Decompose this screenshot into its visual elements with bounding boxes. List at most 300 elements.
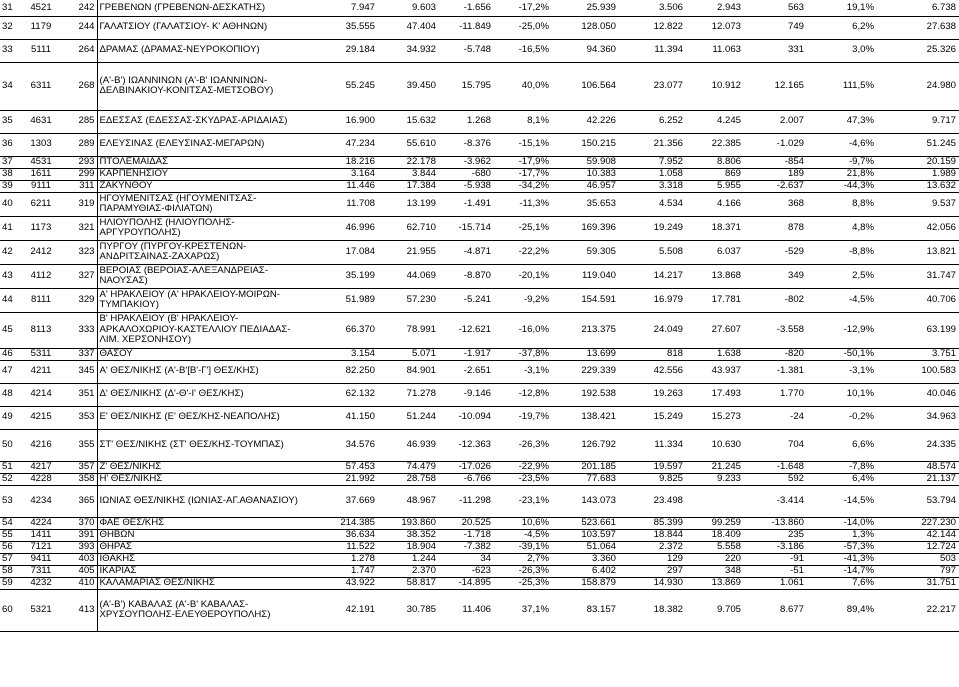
row-number-cell: 49 bbox=[0, 406, 24, 429]
value-cell: 13.868 bbox=[686, 264, 744, 288]
value-cell: 592 bbox=[744, 473, 807, 485]
value-cell: 74.479 bbox=[378, 461, 439, 473]
row-number-cell: 48 bbox=[0, 383, 24, 406]
value-cell: -8.870 bbox=[439, 264, 494, 288]
table-row bbox=[0, 529, 959, 541]
value-cell: 1.638 bbox=[686, 348, 744, 360]
value-cell: 99.259 bbox=[686, 517, 744, 529]
office-id-cell: 333 bbox=[58, 312, 97, 348]
value-cell: -623 bbox=[439, 565, 494, 577]
office-code-cell: 1173 bbox=[24, 216, 58, 240]
value-cell: 13.869 bbox=[686, 577, 744, 589]
value-cell: 7,6% bbox=[807, 577, 877, 589]
value-cell: 55.245 bbox=[307, 62, 378, 110]
value-cell: 348 bbox=[686, 565, 744, 577]
value-cell: 40,0% bbox=[494, 62, 552, 110]
value-cell: 24.049 bbox=[619, 312, 686, 348]
value-cell: -16,5% bbox=[494, 39, 552, 62]
office-name-cell: ΘΗΒΩΝ bbox=[97, 529, 307, 541]
value-cell: -14,5% bbox=[807, 485, 877, 517]
value-cell: -13.860 bbox=[744, 517, 807, 529]
office-code-cell: 4631 bbox=[24, 110, 58, 133]
value-cell: 9.233 bbox=[686, 473, 744, 485]
office-id-cell: 323 bbox=[58, 240, 97, 264]
office-id-cell: 355 bbox=[58, 429, 97, 461]
row-number-cell: 42 bbox=[0, 240, 24, 264]
value-cell: 6,2% bbox=[807, 16, 877, 39]
value-cell: 797 bbox=[877, 565, 959, 577]
value-cell: 150.215 bbox=[552, 133, 619, 156]
value-cell: -22,2% bbox=[494, 240, 552, 264]
value-cell: 11.446 bbox=[307, 180, 378, 192]
row-number-cell: 34 bbox=[0, 62, 24, 110]
value-cell: 24.335 bbox=[877, 429, 959, 461]
value-cell: 22.217 bbox=[877, 589, 959, 631]
value-cell: -3.414 bbox=[744, 485, 807, 517]
value-cell: 3.844 bbox=[378, 168, 439, 180]
value-cell: 47.404 bbox=[378, 16, 439, 39]
value-cell: -24 bbox=[744, 406, 807, 429]
value-cell: 8,8% bbox=[807, 192, 877, 216]
office-id-cell: 329 bbox=[58, 288, 97, 312]
office-name-cell: ΗΛΙΟΥΠΟΛΗΣ (ΗΛΙΟΥΠΟΛΗΣ-ΑΡΓΥΡΟΥΠΟΛΗΣ) bbox=[97, 216, 307, 240]
row-number-cell: 37 bbox=[0, 156, 24, 168]
value-cell: -1.029 bbox=[744, 133, 807, 156]
office-name-cell: ΕΛΕΥΣΙΝΑΣ (ΕΛΕΥΣΙΝΑΣ-ΜΕΓΑΡΩΝ) bbox=[97, 133, 307, 156]
value-cell: -2.637 bbox=[744, 180, 807, 192]
value-cell: 6,4% bbox=[807, 473, 877, 485]
table-row bbox=[0, 16, 959, 39]
value-cell: 16.900 bbox=[307, 110, 378, 133]
value-cell: -4,6% bbox=[807, 133, 877, 156]
office-name-cell: ΙΘΑΚΗΣ bbox=[97, 553, 307, 565]
office-id-cell: 365 bbox=[58, 485, 97, 517]
value-cell: 11.406 bbox=[439, 589, 494, 631]
value-cell: 30.785 bbox=[378, 589, 439, 631]
value-cell: 1.989 bbox=[877, 168, 959, 180]
value-cell: 10.383 bbox=[552, 168, 619, 180]
value-cell: 21.356 bbox=[619, 133, 686, 156]
value-cell: -0,2% bbox=[807, 406, 877, 429]
value-cell: 63.199 bbox=[877, 312, 959, 348]
row-number-cell: 56 bbox=[0, 541, 24, 553]
value-cell: 4.534 bbox=[619, 192, 686, 216]
office-id-cell: 413 bbox=[58, 589, 97, 631]
value-cell: 18.382 bbox=[619, 589, 686, 631]
value-cell: -50,1% bbox=[807, 348, 877, 360]
value-cell: 17.493 bbox=[686, 383, 744, 406]
office-id-cell: 319 bbox=[58, 192, 97, 216]
value-cell: 7.952 bbox=[619, 156, 686, 168]
row-number-cell: 60 bbox=[0, 589, 24, 631]
value-cell: -23,1% bbox=[494, 485, 552, 517]
row-number-cell: 46 bbox=[0, 348, 24, 360]
value-cell: 4.245 bbox=[686, 110, 744, 133]
office-code-cell: 5311 bbox=[24, 348, 58, 360]
office-code-cell: 4234 bbox=[24, 485, 58, 517]
table-row bbox=[0, 110, 959, 133]
value-cell: 6.402 bbox=[552, 565, 619, 577]
value-cell: 220 bbox=[686, 553, 744, 565]
office-code-cell: 4211 bbox=[24, 360, 58, 383]
value-cell: 17.781 bbox=[686, 288, 744, 312]
value-cell: -26,3% bbox=[494, 565, 552, 577]
value-cell: 11.334 bbox=[619, 429, 686, 461]
row-number-cell: 38 bbox=[0, 168, 24, 180]
value-cell: -3.962 bbox=[439, 156, 494, 168]
value-cell: 169.396 bbox=[552, 216, 619, 240]
row-number-cell: 35 bbox=[0, 110, 24, 133]
row-number-cell: 31 bbox=[0, 0, 24, 16]
office-name-cell: ΙΚΑΡΙΑΣ bbox=[97, 565, 307, 577]
value-cell: -25,0% bbox=[494, 16, 552, 39]
value-cell: 21.955 bbox=[378, 240, 439, 264]
table-row bbox=[0, 133, 959, 156]
table-row bbox=[0, 429, 959, 461]
table-row bbox=[0, 192, 959, 216]
office-name-cell: Η' ΘΕΣ/ΝΙΚΗΣ bbox=[97, 473, 307, 485]
value-cell: 13.821 bbox=[877, 240, 959, 264]
value-cell: -14,7% bbox=[807, 565, 877, 577]
value-cell: 213.375 bbox=[552, 312, 619, 348]
value-cell: 4,8% bbox=[807, 216, 877, 240]
value-cell: 5.071 bbox=[378, 348, 439, 360]
table-row bbox=[0, 312, 959, 348]
office-id-cell: 351 bbox=[58, 383, 97, 406]
value-cell: 10,6% bbox=[494, 517, 552, 529]
value-cell: 11.063 bbox=[686, 39, 744, 62]
value-cell: 41.150 bbox=[307, 406, 378, 429]
value-cell: 34.963 bbox=[877, 406, 959, 429]
value-cell: 3.360 bbox=[552, 553, 619, 565]
value-cell: 1.268 bbox=[439, 110, 494, 133]
value-cell: 17.084 bbox=[307, 240, 378, 264]
value-cell: 9.705 bbox=[686, 589, 744, 631]
value-cell: 138.421 bbox=[552, 406, 619, 429]
value-cell: -10.094 bbox=[439, 406, 494, 429]
value-cell: 12.724 bbox=[877, 541, 959, 553]
office-id-cell: 357 bbox=[58, 461, 97, 473]
value-cell: 6.252 bbox=[619, 110, 686, 133]
value-cell: -680 bbox=[439, 168, 494, 180]
value-cell: 18.904 bbox=[378, 541, 439, 553]
table-row bbox=[0, 541, 959, 553]
table-row bbox=[0, 406, 959, 429]
value-cell: 3.751 bbox=[877, 348, 959, 360]
office-name-cell: ΘΑΣΟΥ bbox=[97, 348, 307, 360]
value-cell: 19.249 bbox=[619, 216, 686, 240]
value-cell: 5.508 bbox=[619, 240, 686, 264]
value-cell: -1.491 bbox=[439, 192, 494, 216]
value-cell: 35.555 bbox=[307, 16, 378, 39]
table-row bbox=[0, 180, 959, 192]
value-cell: 34.576 bbox=[307, 429, 378, 461]
value-cell: 42.226 bbox=[552, 110, 619, 133]
value-cell: 51.244 bbox=[378, 406, 439, 429]
value-cell: 46.939 bbox=[378, 429, 439, 461]
value-cell: 1.278 bbox=[307, 553, 378, 565]
value-cell: 89,4% bbox=[807, 589, 877, 631]
value-cell: 51.064 bbox=[552, 541, 619, 553]
value-cell: 143.073 bbox=[552, 485, 619, 517]
office-code-cell: 4228 bbox=[24, 473, 58, 485]
value-cell: 4.166 bbox=[686, 192, 744, 216]
value-cell: 59.908 bbox=[552, 156, 619, 168]
value-cell: 94.360 bbox=[552, 39, 619, 62]
value-cell: 62.132 bbox=[307, 383, 378, 406]
value-cell: 15.632 bbox=[378, 110, 439, 133]
value-cell: 235 bbox=[744, 529, 807, 541]
value-cell: 2,7% bbox=[494, 553, 552, 565]
office-id-cell: 268 bbox=[58, 62, 97, 110]
value-cell: 37,1% bbox=[494, 589, 552, 631]
value-cell: 13.199 bbox=[378, 192, 439, 216]
value-cell: 13.699 bbox=[552, 348, 619, 360]
office-name-cell: ΓΑΛΑΤΣΙΟΥ (ΓΑΛΑΤΣΙΟΥ- Κ' ΑΘΗΝΩΝ) bbox=[97, 16, 307, 39]
office-name-cell: ΒΕΡΟΙΑΣ (ΒΕΡΟΙΑΣ-ΑΛΕΞΑΝΔΡΕΙΑΣ-ΝΑΟΥΣΑΣ) bbox=[97, 264, 307, 288]
value-cell: -11.298 bbox=[439, 485, 494, 517]
table-row bbox=[0, 360, 959, 383]
value-cell: 15.249 bbox=[619, 406, 686, 429]
table-row bbox=[0, 62, 959, 110]
empty-cell bbox=[686, 485, 744, 517]
value-cell: 227.230 bbox=[877, 517, 959, 529]
office-id-cell: 358 bbox=[58, 473, 97, 485]
table-row bbox=[0, 348, 959, 360]
office-id-cell: 403 bbox=[58, 553, 97, 565]
value-cell: 25.939 bbox=[552, 0, 619, 16]
value-cell: 1.770 bbox=[744, 383, 807, 406]
value-cell: 28.758 bbox=[378, 473, 439, 485]
value-cell: 46.957 bbox=[552, 180, 619, 192]
office-code-cell: 6211 bbox=[24, 192, 58, 216]
value-cell: 2.372 bbox=[619, 541, 686, 553]
value-cell: -9,7% bbox=[807, 156, 877, 168]
value-cell: -4.871 bbox=[439, 240, 494, 264]
value-cell: 878 bbox=[744, 216, 807, 240]
office-id-cell: 285 bbox=[58, 110, 97, 133]
office-code-cell: 9111 bbox=[24, 180, 58, 192]
table-row bbox=[0, 553, 959, 565]
office-name-cell: Α' ΗΡΑΚΛΕΙΟΥ (Α' ΗΡΑΚΛΕΙΟΥ-ΜΟΙΡΩΝ-ΤΥΜΠΑΚΙΟΥ) bbox=[97, 288, 307, 312]
row-number-cell: 58 bbox=[0, 565, 24, 577]
value-cell: 214.385 bbox=[307, 517, 378, 529]
value-cell: 23.077 bbox=[619, 62, 686, 110]
value-cell: 14.930 bbox=[619, 577, 686, 589]
value-cell: 51.989 bbox=[307, 288, 378, 312]
value-cell: 5.955 bbox=[686, 180, 744, 192]
office-id-cell: 405 bbox=[58, 565, 97, 577]
value-cell: 62.710 bbox=[378, 216, 439, 240]
row-number-cell: 33 bbox=[0, 39, 24, 62]
value-cell: -17.026 bbox=[439, 461, 494, 473]
office-code-cell: 9411 bbox=[24, 553, 58, 565]
value-cell: -8.376 bbox=[439, 133, 494, 156]
office-name-cell: ΔΡΑΜΑΣ (ΔΡΑΜΑΣ-ΝΕΥΡΟΚΟΠΙΟΥ) bbox=[97, 39, 307, 62]
table-row bbox=[0, 288, 959, 312]
value-cell: -1.656 bbox=[439, 0, 494, 16]
office-id-cell: 242 bbox=[58, 0, 97, 16]
value-cell: 42.556 bbox=[619, 360, 686, 383]
value-cell: -16,0% bbox=[494, 312, 552, 348]
table-row bbox=[0, 216, 959, 240]
value-cell: 37.669 bbox=[307, 485, 378, 517]
value-cell: 34 bbox=[439, 553, 494, 565]
office-code-cell: 4521 bbox=[24, 0, 58, 16]
value-cell: 71.278 bbox=[378, 383, 439, 406]
value-cell: -6.766 bbox=[439, 473, 494, 485]
value-cell: 8,1% bbox=[494, 110, 552, 133]
value-cell: -20,1% bbox=[494, 264, 552, 288]
office-id-cell: 244 bbox=[58, 16, 97, 39]
value-cell: -11,3% bbox=[494, 192, 552, 216]
office-name-cell: ΣΤ' ΘΕΣ/ΝΙΚΗΣ (ΣΤ' ΘΕΣ/ΚΗΣ-ΤΟΥΜΠΑΣ) bbox=[97, 429, 307, 461]
value-cell: 9.603 bbox=[378, 0, 439, 16]
office-code-cell: 6311 bbox=[24, 62, 58, 110]
value-cell: 35.199 bbox=[307, 264, 378, 288]
value-cell: 31.751 bbox=[877, 577, 959, 589]
value-cell: -37,8% bbox=[494, 348, 552, 360]
value-cell: 6,6% bbox=[807, 429, 877, 461]
value-cell: 21.137 bbox=[877, 473, 959, 485]
value-cell: 38.352 bbox=[378, 529, 439, 541]
value-cell: 20.525 bbox=[439, 517, 494, 529]
value-cell: -4,5% bbox=[807, 288, 877, 312]
value-cell: 3.154 bbox=[307, 348, 378, 360]
value-cell: -12,8% bbox=[494, 383, 552, 406]
value-cell: 57.230 bbox=[378, 288, 439, 312]
value-cell: 43.937 bbox=[686, 360, 744, 383]
office-id-cell: 311 bbox=[58, 180, 97, 192]
table-row bbox=[0, 461, 959, 473]
table-row bbox=[0, 156, 959, 168]
value-cell: 6.037 bbox=[686, 240, 744, 264]
value-cell: 40.046 bbox=[877, 383, 959, 406]
value-cell: -820 bbox=[744, 348, 807, 360]
value-cell: -1.917 bbox=[439, 348, 494, 360]
value-cell: 47.234 bbox=[307, 133, 378, 156]
office-code-cell: 5321 bbox=[24, 589, 58, 631]
value-cell: -4,5% bbox=[494, 529, 552, 541]
value-cell: 1.244 bbox=[378, 553, 439, 565]
value-cell: 818 bbox=[619, 348, 686, 360]
value-cell: -9,2% bbox=[494, 288, 552, 312]
value-cell: -22,9% bbox=[494, 461, 552, 473]
value-cell: -1.381 bbox=[744, 360, 807, 383]
value-cell: -1.718 bbox=[439, 529, 494, 541]
value-cell: 55.610 bbox=[378, 133, 439, 156]
value-cell: 24.980 bbox=[877, 62, 959, 110]
value-cell: 158.879 bbox=[552, 577, 619, 589]
value-cell: 18.216 bbox=[307, 156, 378, 168]
value-cell: 100.583 bbox=[877, 360, 959, 383]
row-number-cell: 43 bbox=[0, 264, 24, 288]
office-id-cell: 410 bbox=[58, 577, 97, 589]
value-cell: 48.967 bbox=[378, 485, 439, 517]
value-cell: 12.165 bbox=[744, 62, 807, 110]
value-cell: 19,1% bbox=[807, 0, 877, 16]
office-name-cell: ΚΑΡΠΕΝΗΣΙΟΥ bbox=[97, 168, 307, 180]
value-cell: -39,1% bbox=[494, 541, 552, 553]
value-cell: 29.184 bbox=[307, 39, 378, 62]
value-cell: -529 bbox=[744, 240, 807, 264]
value-cell: 78.991 bbox=[378, 312, 439, 348]
office-id-cell: 289 bbox=[58, 133, 97, 156]
value-cell: 18.409 bbox=[686, 529, 744, 541]
value-cell: 2.370 bbox=[378, 565, 439, 577]
table-row bbox=[0, 383, 959, 406]
value-cell: 47,3% bbox=[807, 110, 877, 133]
value-cell: 36.634 bbox=[307, 529, 378, 541]
value-cell: 6.738 bbox=[877, 0, 959, 16]
value-cell: -5.241 bbox=[439, 288, 494, 312]
value-cell: 27.638 bbox=[877, 16, 959, 39]
office-code-cell: 7311 bbox=[24, 565, 58, 577]
value-cell: 297 bbox=[619, 565, 686, 577]
value-cell: 10.912 bbox=[686, 62, 744, 110]
value-cell: -57,3% bbox=[807, 541, 877, 553]
office-id-cell: 393 bbox=[58, 541, 97, 553]
value-cell: 106.564 bbox=[552, 62, 619, 110]
value-cell: 103.597 bbox=[552, 529, 619, 541]
row-number-cell: 59 bbox=[0, 577, 24, 589]
value-cell: 23.498 bbox=[619, 485, 686, 517]
value-cell: 523.661 bbox=[552, 517, 619, 529]
value-cell: -17,7% bbox=[494, 168, 552, 180]
office-code-cell: 4112 bbox=[24, 264, 58, 288]
value-cell: 12.822 bbox=[619, 16, 686, 39]
value-cell: 21,8% bbox=[807, 168, 877, 180]
row-number-cell: 36 bbox=[0, 133, 24, 156]
value-cell: -9.146 bbox=[439, 383, 494, 406]
value-cell: 18.844 bbox=[619, 529, 686, 541]
table-row bbox=[0, 517, 959, 529]
value-cell: -44,3% bbox=[807, 180, 877, 192]
value-cell: 1.058 bbox=[619, 168, 686, 180]
value-cell: -25,3% bbox=[494, 577, 552, 589]
value-cell: -7,8% bbox=[807, 461, 877, 473]
row-number-cell: 40 bbox=[0, 192, 24, 216]
office-code-cell: 4216 bbox=[24, 429, 58, 461]
table-row bbox=[0, 168, 959, 180]
office-name-cell: ΖΑΚΥΝΘΟΥ bbox=[97, 180, 307, 192]
office-id-cell: 299 bbox=[58, 168, 97, 180]
value-cell: 85.399 bbox=[619, 517, 686, 529]
office-id-cell: 293 bbox=[58, 156, 97, 168]
value-cell: 22.178 bbox=[378, 156, 439, 168]
value-cell: 11.522 bbox=[307, 541, 378, 553]
value-cell: 39.450 bbox=[378, 62, 439, 110]
value-cell: 9.825 bbox=[619, 473, 686, 485]
value-cell: 111,5% bbox=[807, 62, 877, 110]
value-cell: 5.558 bbox=[686, 541, 744, 553]
value-cell: 2,5% bbox=[807, 264, 877, 288]
value-cell: -12.363 bbox=[439, 429, 494, 461]
value-cell: -854 bbox=[744, 156, 807, 168]
value-cell: 129 bbox=[619, 553, 686, 565]
value-cell: 192.538 bbox=[552, 383, 619, 406]
value-cell: -802 bbox=[744, 288, 807, 312]
table-row bbox=[0, 39, 959, 62]
value-cell: -3.186 bbox=[744, 541, 807, 553]
table-row bbox=[0, 485, 959, 517]
row-number-cell: 51 bbox=[0, 461, 24, 473]
value-cell: 9.717 bbox=[877, 110, 959, 133]
table-row bbox=[0, 0, 959, 16]
office-name-cell: ΦΑΕ ΘΕΣ/ΚΗΣ bbox=[97, 517, 307, 529]
value-cell: 22.385 bbox=[686, 133, 744, 156]
office-name-cell: ΠΥΡΓΟΥ (ΠΥΡΓΟΥ-ΚΡΕΣΤΕΝΩΝ-ΑΝΔΡΙΤΣΑΙΝΑΣ-ΖΑΧΑΡΩΣ) bbox=[97, 240, 307, 264]
